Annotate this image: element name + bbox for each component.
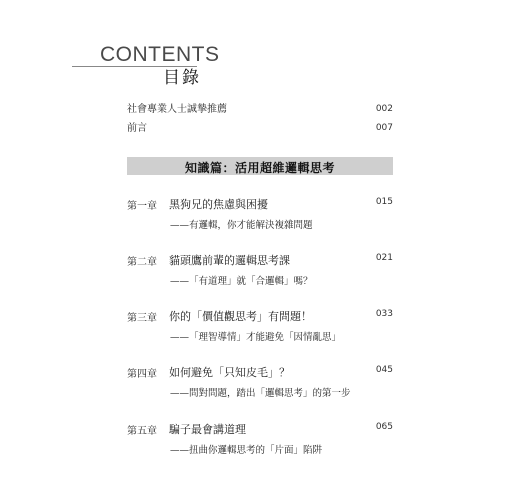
- part-heading-bar: [127, 157, 393, 175]
- chapter-subtitle: ——扭曲你邏輯思考的「片面」陷阱: [170, 445, 323, 456]
- chapter-page: 065: [375, 422, 393, 432]
- chapter-title: 貓頭鷹前輩的邏輯思考課: [169, 254, 290, 267]
- chapter-title: 騙子最會講道理: [169, 423, 246, 436]
- contents-heading: CONTENTS: [100, 43, 220, 66]
- chapter-entry[interactable]: [127, 422, 393, 462]
- chapter-subtitle: ——「理智導情」才能避免「因情亂思」: [170, 332, 342, 343]
- front-matter-title: 前言: [127, 123, 147, 134]
- chapter-number: 第四章: [127, 369, 157, 380]
- chapter-entry[interactable]: [127, 197, 393, 237]
- chapter-number: 第三章: [127, 313, 157, 324]
- chapter-entry[interactable]: [127, 253, 393, 293]
- chapter-subtitle: ——「有道理」就「合邏輯」嗎？: [170, 276, 313, 287]
- chapter-entry[interactable]: [127, 365, 393, 405]
- chapter-page: 021: [375, 253, 393, 263]
- chapter-number: 第二章: [127, 257, 157, 268]
- part-heading-label: 知識篇：活用超維邏輯思考: [184, 161, 335, 175]
- front-matter-page: 002: [375, 104, 393, 114]
- chapter-title: 如何避免「只知皮毛」？: [169, 366, 290, 379]
- chapter-page: 015: [375, 197, 393, 207]
- chapter-number: 第五章: [127, 426, 157, 437]
- chapter-subtitle: ——有邏輯，你才能解決複雜問題: [170, 220, 313, 231]
- chapter-title: 你的「價值觀思考」有問題！: [169, 310, 312, 323]
- chapter-page: 045: [375, 365, 393, 375]
- toc-heading: 目錄: [163, 68, 201, 88]
- chapter-title: 黑狗兄的焦慮與困擾: [169, 198, 268, 211]
- front-matter-page: 007: [375, 123, 393, 133]
- chapter-page: 033: [375, 309, 393, 319]
- chapter-subtitle: ——問對問題，踏出「邏輯思考」的第一步: [170, 388, 351, 399]
- front-matter-title: 社會專業人士誠摯推薦: [127, 104, 227, 115]
- chapter-entry[interactable]: [127, 309, 393, 349]
- contents-rule: [72, 66, 197, 67]
- chapter-number: 第一章: [127, 201, 157, 212]
